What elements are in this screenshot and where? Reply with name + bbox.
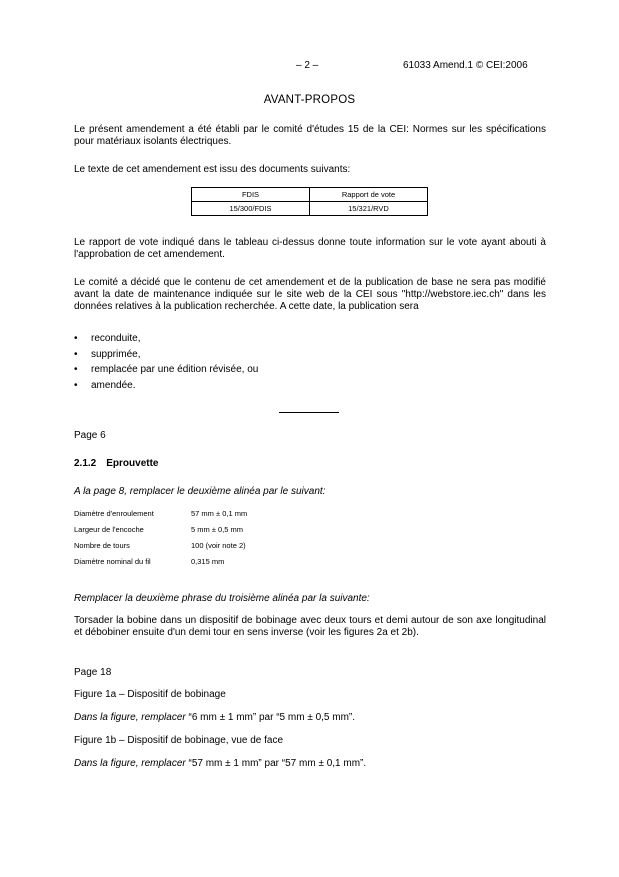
figure-1b-instruction-lead: Dans la figure, remplacer <box>74 758 186 769</box>
publication-options-list <box>74 333 258 395</box>
list-item-text: remplacée par une édition révisée, ou <box>91 364 259 375</box>
table-row <box>74 557 247 573</box>
table-row <box>74 509 247 525</box>
figure-1b-caption: Figure 1b – Dispositif de bobinage, vue de face <box>74 735 284 746</box>
figure-1a-instruction-lead: Dans la figure, remplacer <box>74 712 186 723</box>
figure-1b-instruction <box>74 758 546 770</box>
clause-title: Eprouvette <box>106 458 159 469</box>
bullet-icon: • <box>74 333 78 344</box>
spec-value: 0,315 mm <box>191 557 225 566</box>
bullet-icon: • <box>74 379 78 391</box>
specimen-specs-table <box>74 509 247 573</box>
page-title: AVANT-PROPOS <box>263 94 356 106</box>
instruction-replace-sentence: Remplacer la deuxième phrase du troisième alinéa par la suivante: <box>74 593 370 604</box>
twist-paragraph: Torsader la bobine dans un dispositif de bobinage avec deux tours et demi autour de son axe longitudinal et débobiner ensuite d'un demi tour en sens inverse (voir les figures 2a et 2b). <box>74 615 546 638</box>
committee-paragraph: Le comité a décidé que le contenu de cet amendement et de la publication de base ne sera pas modifié avant la date de maintenance indiquée sur le site web de la CEI sous "http://webstore.iec.ch" dans les données relatives à la publication recherchée. A cette date, la publication sera <box>74 277 546 312</box>
clause-heading <box>74 458 546 470</box>
spec-label: Nombre de tours <box>74 541 130 550</box>
figure-1a-instruction-change: “6 mm ± 1 mm” par “5 mm ± 0,5 mm”. <box>185 712 356 723</box>
vote-table-cell-rvd: 15/321/RVD <box>310 202 428 216</box>
list-item <box>74 364 258 380</box>
text-source-paragraph: Le texte de cet amendement est issu des documents suivants: <box>74 164 351 175</box>
page-number: – 2 – <box>296 60 319 71</box>
list-item-text: supprimée, <box>91 348 141 360</box>
bullet-icon: • <box>74 364 78 375</box>
table-row <box>74 525 247 541</box>
document-reference: 61033 Amend.1 © CEI:2006 <box>403 60 528 71</box>
list-item-text: reconduite, <box>91 333 141 344</box>
vote-report-paragraph: Le rapport de vote indiqué dans le tableau ci-dessus donne toute information sur le vote ayant abouti à l'approbation de cet amendement. <box>74 237 546 260</box>
vote-table-row <box>192 202 428 216</box>
list-item <box>74 349 258 365</box>
spec-value: 57 mm ± 0,1 mm <box>191 509 248 518</box>
spec-label: Largeur de l'encoche <box>74 525 144 534</box>
page-18-reference: Page 18 <box>74 667 112 678</box>
vote-table-header-report: Rapport de vote <box>310 188 428 202</box>
intro-paragraph: Le présent amendement a été établi par le comité d'études 15 de la CEI: Normes sur les spécifications pour matériaux isolants électriques. <box>74 124 546 147</box>
vote-table-header-row <box>192 188 428 202</box>
table-row <box>74 541 247 557</box>
vote-table-cell-fdis: 15/300/FDIS <box>192 202 310 216</box>
instruction-replace-paragraph: A la page 8, remplacer le deuxième alinéa par le suivant: <box>74 486 326 497</box>
vote-table-header-fdis: FDIS <box>192 188 310 202</box>
figure-1b-instruction-change: “57 mm ± 1 mm” par “57 mm ± 0,1 mm”. <box>185 758 367 769</box>
vote-table <box>191 187 428 216</box>
spec-value: 100 (voir note 2) <box>191 541 246 550</box>
bullet-icon: • <box>74 348 78 360</box>
page-6-reference: Page 6 <box>74 430 106 441</box>
spec-value: 5 mm ± 0,5 mm <box>191 525 244 534</box>
list-item-text: amendée. <box>91 379 136 391</box>
clause-number: 2.1.2 <box>74 458 97 469</box>
section-divider <box>279 412 339 413</box>
spec-label: Diamètre d'enroulement <box>74 509 154 518</box>
figure-1a-caption: Figure 1a – Dispositif de bobinage <box>74 689 226 700</box>
spec-label: Diamètre nominal du fil <box>74 557 151 566</box>
list-item <box>74 333 258 349</box>
figure-1a-instruction <box>74 712 546 724</box>
list-item <box>74 380 258 396</box>
